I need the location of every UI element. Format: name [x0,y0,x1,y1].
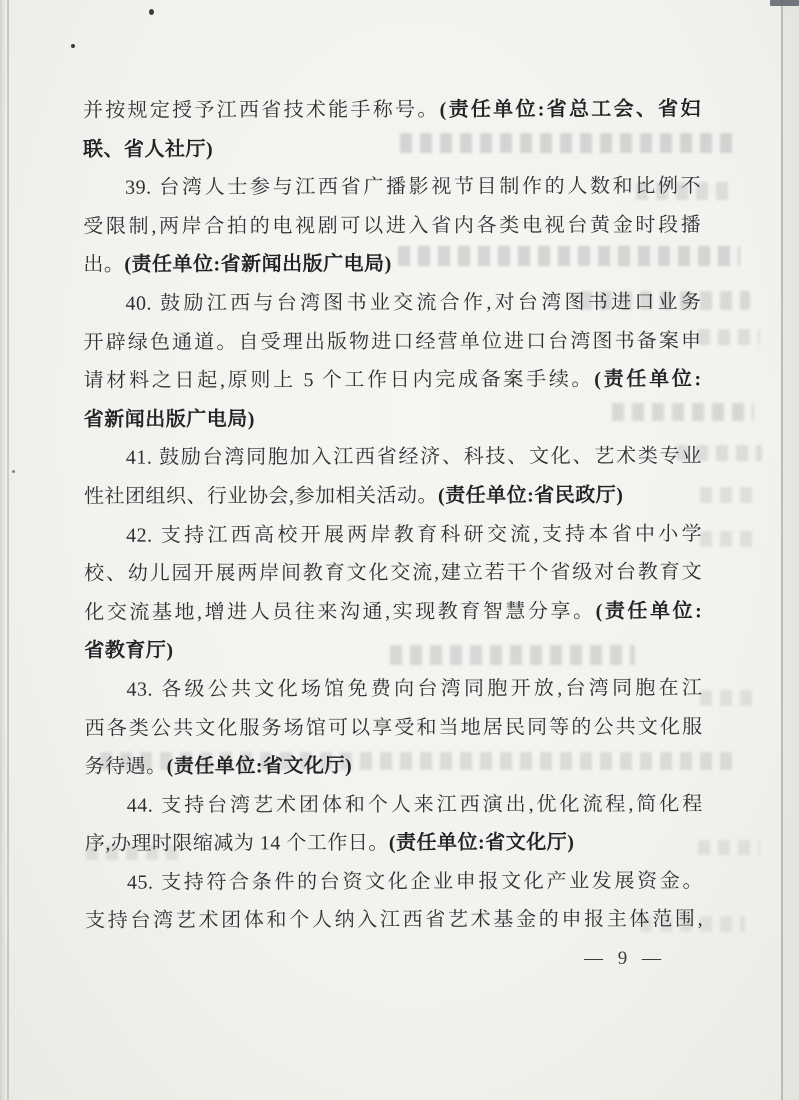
body-line-7 [83,322,701,362]
body-line-4 [83,206,701,246]
body-line-14 [84,592,702,632]
item-39-line [83,167,701,207]
document-body [83,90,703,941]
text-segment: 并按规定授予江西省技术能手称号。 [82,98,440,122]
body-line-17 [85,708,703,748]
responsible-unit-segment: (责任单位:省文化厅) [388,831,575,855]
text-segment: 出。 [83,254,125,277]
responsible-unit-segment: (责任单位:省民政厅) [437,484,624,507]
text-segment: 42. 支持江西高校开展两岸教育科研交流,支持本省中小学 [126,522,703,547]
ink-speck [149,9,154,15]
scan-left-edge [0,0,6,1100]
text-segment: 44. 支持台湾艺术团体和个人来江西演出,优化流程,简化程 [126,792,703,817]
responsible-unit-segment: 省新闻出版广电局) [83,408,255,431]
page-number: — 9 — [584,948,666,969]
item-45-line [85,862,703,902]
item-43-line [84,669,702,709]
ink-speck [71,44,75,48]
responsible-unit-segment: (责任单位:省新闻出版广电局) [124,253,392,277]
text-segment: 序,办理时限缩减为 14 个工作日。 [84,832,389,856]
text-segment: 43. 各级公共文化场馆免费向台湾同胞开放,台湾同胞在江 [126,677,703,701]
body-line-13 [84,553,702,593]
scan-right-margin [783,0,799,1100]
bleedthrough-mark [700,690,760,706]
text-segment: 性社团组织、行业协会,参加相关活动。 [83,484,438,508]
body-line-15 [84,631,702,671]
body-line-9 [84,399,702,439]
bleedthrough-mark [700,531,758,547]
body-line-8 [84,360,702,400]
responsible-unit-segment: (责任单位:省文化厅) [166,755,353,778]
text-segment: 支持台湾艺术团体和个人纳入江西省艺术基金的申报主体范围, [85,908,704,933]
body-line-5 [83,245,701,285]
text-segment: 开辟绿色通道。自受理出版物进口经营单位进口台湾图书备案申 [83,329,702,354]
text-segment: 请材料之日起,原则上 5 个工作日内完成备案手续。 [83,368,595,392]
responsible-unit-segment: (责任单位:省总工会、省妇 [439,98,701,121]
item-40-line [83,283,701,323]
text-segment: 45. 支持符合条件的台资文化企业申报文化产业发展资金。 [126,870,703,894]
bleedthrough-mark [698,840,760,855]
ink-speck [12,470,15,473]
body-line-2 [83,129,701,169]
responsible-unit-segment: (责任单位: [595,599,703,623]
body-line-20 [85,823,703,863]
item-41-line [84,438,702,478]
text-segment: 西各类公共文化服务场馆可以享受和当地居民同等的公共文化服 [84,715,703,740]
scan-left-edge-line [7,0,9,1100]
text-segment: 务待遇。 [84,755,167,778]
body-line-11 [84,476,702,516]
body-line-22 [85,901,703,941]
scan-corner-mark [770,0,799,6]
text-segment: 41. 鼓励台湾同胞加入江西省经济、科技、文化、艺术类专业 [125,445,702,470]
text-segment: 化交流基地,增进人员往来沟通,实现教育智慧分享。 [84,600,596,624]
text-segment: 校、幼儿园开展两岸间教育文化交流,建立若干个省级对台教育文 [84,561,703,585]
responsible-unit-segment: 联、省人社厅) [83,138,214,161]
responsible-unit-segment: (责任单位: [594,368,702,391]
text-segment: 40. 鼓励江西与台湾图书业交流合作,对台湾图书进口业务 [125,291,702,315]
responsible-unit-segment: 省教育厅) [84,639,174,663]
bleedthrough-mark [698,329,760,345]
bleedthrough-mark [700,487,758,503]
item-44-line [85,785,703,825]
text-segment: 39. 台湾人士参与江西省广播影视节目制作的人数和比例不 [125,175,702,199]
body-line-18 [85,746,703,786]
body-line-1 [83,90,701,130]
item-42-line [84,515,702,555]
text-segment: 受限制,两岸合拍的电视剧可以进入省内各类电视台黄金时段播 [83,213,702,238]
